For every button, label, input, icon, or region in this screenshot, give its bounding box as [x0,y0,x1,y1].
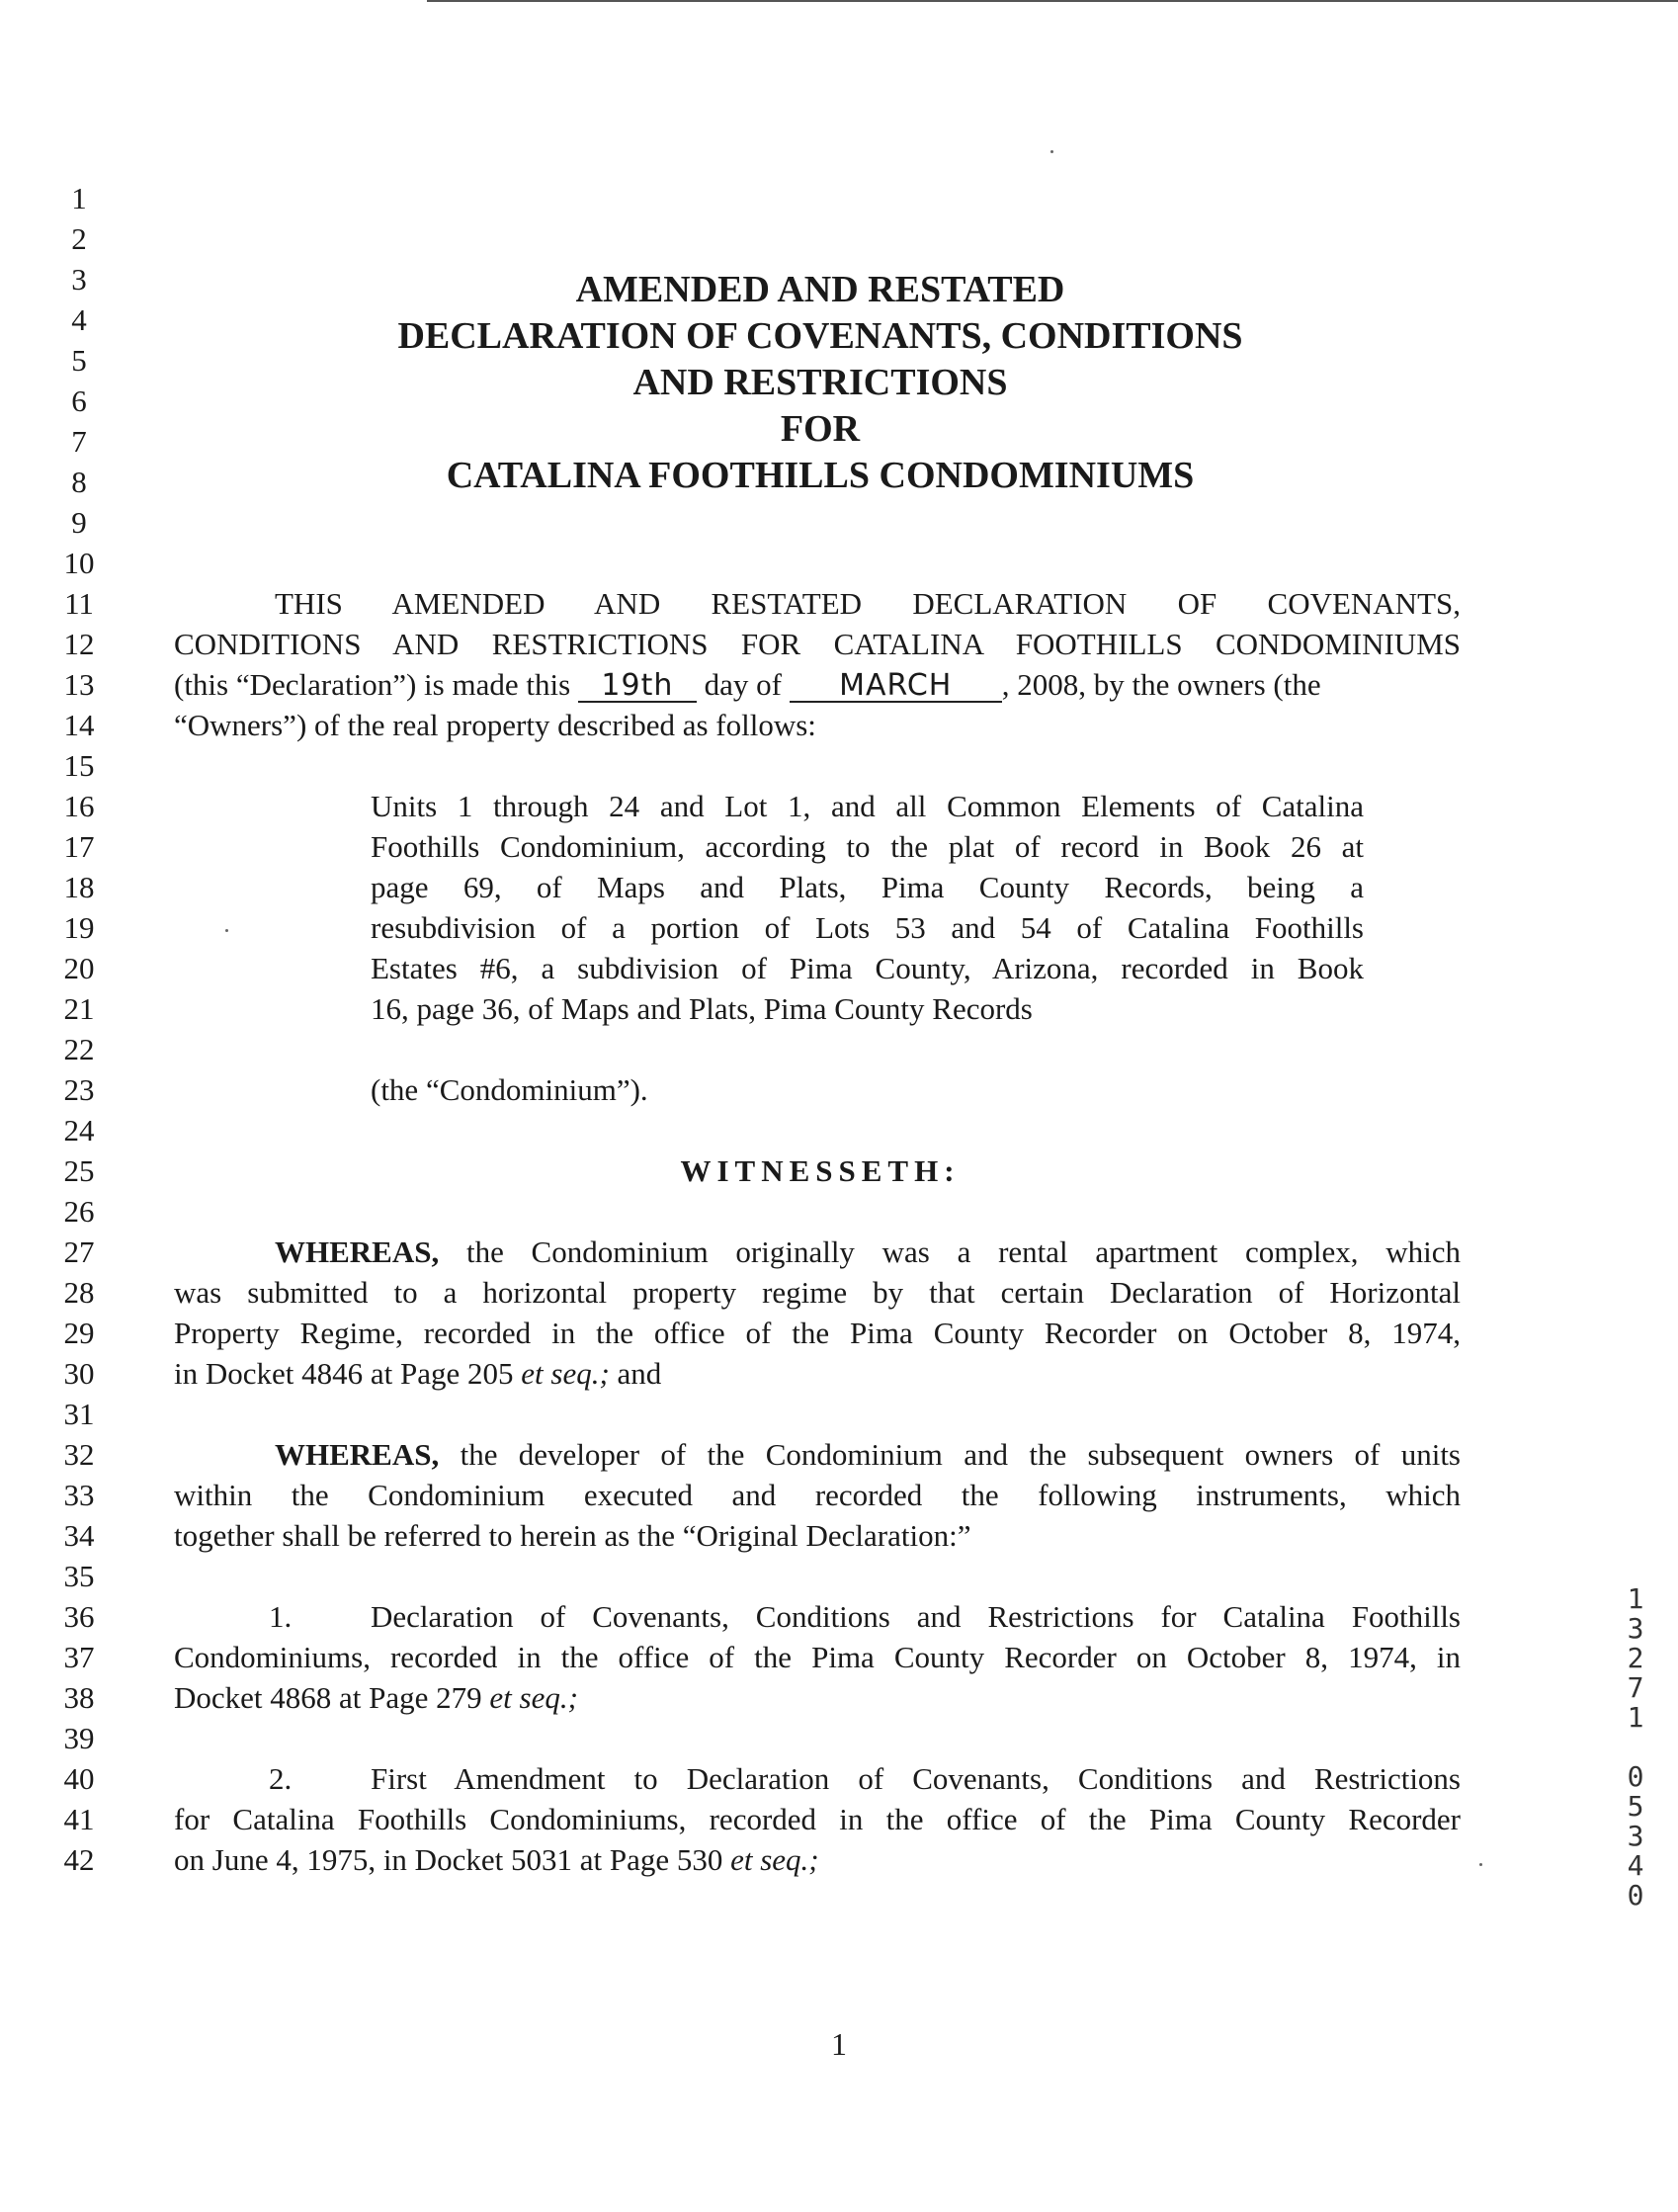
line-number: 15 [63,748,95,783]
stamp-digit: 5 [1627,1790,1644,1823]
line-number: 7 [71,424,87,459]
line-number: 2 [71,221,87,256]
line-number: 6 [71,383,87,418]
stamp-digit: 1 [1627,1701,1644,1734]
title-line-3: AND RESTRICTIONS [632,362,1008,403]
whereas1-line-2: was submitted to a horizontal property regime by that certain Declaration of Horizontal [174,1275,1461,1310]
line-number: 37 [63,1640,95,1674]
line-number: 9 [71,505,87,540]
item2-number: 2. [269,1761,293,1796]
legal-line-1: Units 1 through 24 and Lot 1, and all Common Elements of Catalina [371,789,1364,823]
line-number: 17 [63,829,95,864]
line-number: 5 [71,343,87,378]
line-number: 35 [63,1559,95,1593]
item1-line-1: Declaration of Covenants, Conditions and Restrictions for Catalina Foothills [371,1599,1461,1634]
line-number: 16 [63,789,95,823]
line-number: 22 [63,1032,95,1066]
whereas1-line-1-rest: the Condominium originally was a rental apartment complex, which [439,1234,1461,1269]
line-number: 28 [63,1275,95,1310]
whereas1-line-4-post: and [609,1356,662,1391]
intro-line-1: THIS AMENDED AND RESTATED DECLARATION OF COVENANTS, [275,586,1461,621]
legal-line-6: 16, page 36, of Maps and Plats, Pima County Records [371,991,1033,1026]
stamp-digit: 0 [1627,1760,1644,1793]
line-number: 3 [71,262,87,297]
intro-line-2: CONDITIONS AND RESTRICTIONS FOR CATALINA FOOTHILLS CONDOMINIUMS [174,627,1461,661]
whereas2-line-1-rest: the developer of the Condominium and the subsequent owners of units [439,1437,1461,1472]
line-number: 32 [63,1437,95,1472]
line-number: 39 [63,1721,95,1755]
intro-line-3-mid: day of [704,667,782,702]
line-number: 25 [63,1153,95,1188]
title-line-4: FOR [780,408,861,450]
legal-line-4: resubdivision of a portion of Lots 53 and 54 of Catalina Foothills [371,910,1364,945]
scan-speck [1050,150,1053,153]
item2-line-2: for Catalina Foothills Condominiums, recorded in the office of the Pima County Recorder [174,1802,1461,1836]
line-number: 27 [63,1234,95,1269]
intro-line-3-pre: (this “Declaration”) is made this [174,667,571,702]
stamp-digit: 4 [1627,1849,1644,1882]
whereas1-line-1 [275,1232,1461,1272]
page-number: 1 [831,2026,847,2062]
line-number: 36 [63,1599,95,1634]
line-number: 18 [63,870,95,904]
item2-line-3 [174,1839,819,1880]
item2-line-3-pre: on June 4, 1975, in Docket 5031 at Page 530 [174,1842,731,1877]
intro-line-3-post: , 2008, by the owners (the [1001,667,1321,702]
whereas2-line-3: together shall be referred to herein as the “Original Declaration:” [174,1518,971,1553]
stamp-digit: 3 [1627,1612,1644,1645]
intro-line-4: “Owners”) of the real property described as follows: [174,708,816,742]
whereas1-lead: WHEREAS, [275,1234,440,1269]
item1-line-2: Condominiums, recorded in the office of the Pima County Recorder on October 8, 1974, in [174,1640,1461,1674]
line-number: 26 [63,1194,95,1229]
title-line-5: CATALINA FOOTHILLS CONDOMINIUMS [446,455,1195,496]
line-number: 29 [63,1316,95,1350]
whereas2-lead: WHEREAS, [275,1437,440,1472]
legal-line-5: Estates #6, a subdivision of Pima County, Arizona, recorded in Book [371,951,1364,985]
top-edge-line [427,0,1678,2]
line-number: 41 [63,1802,95,1836]
line-number: 33 [63,1478,95,1512]
line-number: 38 [63,1680,95,1715]
line-number: 24 [63,1113,95,1148]
title-line-2: DECLARATION OF COVENANTS, CONDITIONS [397,315,1243,357]
scan-speck [225,929,228,932]
item2-line-1: First Amendment to Declaration of Covenants, Conditions and Restrictions [371,1761,1461,1796]
stamp-digit: 3 [1627,1820,1644,1852]
line-number: 21 [63,991,95,1026]
legal-line-2: Foothills Condominium, according to the plat of record in Book 26 at [371,829,1364,864]
line-number: 31 [63,1397,95,1431]
line-number: 34 [63,1518,95,1553]
line-number: 11 [64,586,94,621]
line-number: 23 [63,1072,95,1107]
condominium-definition: (the “Condominium”). [371,1072,648,1107]
stamp-digit [1621,1733,1650,1762]
title-line-1: AMENDED AND RESTATED [575,269,1065,310]
handwritten-month: MARCH [790,671,1002,703]
item1-et-seq: et seq.; [489,1680,578,1715]
line-number: 10 [63,546,95,580]
stamp-digit: 0 [1627,1879,1644,1912]
witnesseth-heading: WITNESSETH: [680,1153,961,1188]
scan-speck [1479,1863,1482,1866]
stamp-digit: 7 [1627,1671,1644,1704]
legal-line-3: page 69, of Maps and Plats, Pima County Records, being a [371,870,1364,904]
intro-line-3 [174,664,1461,705]
line-number: 30 [63,1356,95,1391]
line-number: 40 [63,1761,95,1796]
whereas2-line-2: within the Condominium executed and recorded the following instruments, which [174,1478,1461,1512]
item2-et-seq: et seq.; [730,1842,819,1877]
whereas1-line-3: Property Regime, recorded in the office of the Pima County Recorder on October 8, 1974, [174,1316,1461,1350]
item1-line-3 [174,1677,578,1718]
handwritten-day: 19th [578,671,697,703]
stamp-digit: 2 [1627,1642,1644,1674]
line-number: 1 [71,181,87,215]
line-number: 13 [63,667,95,702]
whereas1-line-4-pre: in Docket 4846 at Page 205 [174,1356,522,1391]
item1-line-3-pre: Docket 4868 at Page 279 [174,1680,490,1715]
whereas1-et-seq: et seq.; [521,1356,610,1391]
stamp-digit: 1 [1627,1582,1644,1615]
line-number: 12 [63,627,95,661]
line-number: 20 [63,951,95,985]
line-number: 14 [63,708,95,742]
line-number: 42 [63,1842,95,1877]
line-number: 4 [71,302,87,337]
item1-number: 1. [269,1599,293,1634]
line-number: 8 [71,465,87,499]
whereas1-line-4 [174,1353,661,1394]
whereas2-line-1 [275,1434,1461,1475]
line-number: 19 [63,910,95,945]
recording-stamp [1621,1584,1650,1911]
